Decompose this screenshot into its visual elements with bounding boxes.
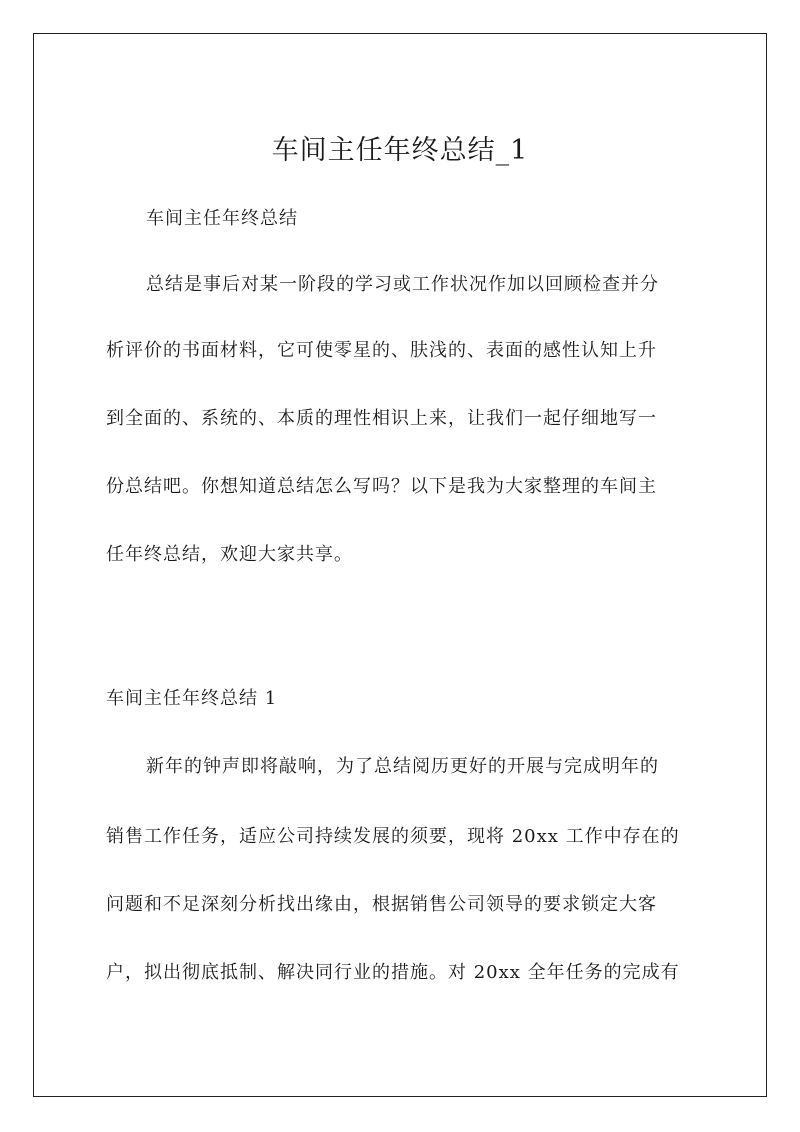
intro-line-4: 份总结吧。你想知道总结怎么写吗？以下是我为大家整理的车间主 (106, 476, 657, 497)
section-heading: 车间主任年终总结 1 (106, 688, 278, 709)
section-line-1: 新年的钟声即将敲响，为了总结阅历更好的开展与完成明年的 (146, 756, 659, 777)
document-title: 车间主任年终总结_1 (271, 135, 529, 166)
document-subtitle: 车间主任年终总结 (146, 208, 298, 229)
section-line-3: 问题和不足深刻分析找出缘由，根据销售公司领导的要求锁定大客 (106, 894, 657, 915)
section-line-4: 户，拟出彻底抵制、解决同行业的措施。对 20xx 全年任务的完成有 (106, 962, 680, 983)
section-line-2: 销售工作任务，适应公司持续发展的须要，现将 20xx 工作中存在的 (106, 826, 680, 847)
intro-line-3: 到全面的、系统的、本质的理性相识上来，让我们一起仔细地写一 (106, 408, 657, 429)
intro-line-1: 总结是事后对某一阶段的学习或工作状况作加以回顾检查并分 (146, 274, 659, 295)
intro-line-5: 任年终总结，欢迎大家共享。 (106, 544, 353, 565)
intro-line-2: 析评价的书面材料，它可使零星的、肤浅的、表面的感性认知上升 (106, 340, 657, 361)
